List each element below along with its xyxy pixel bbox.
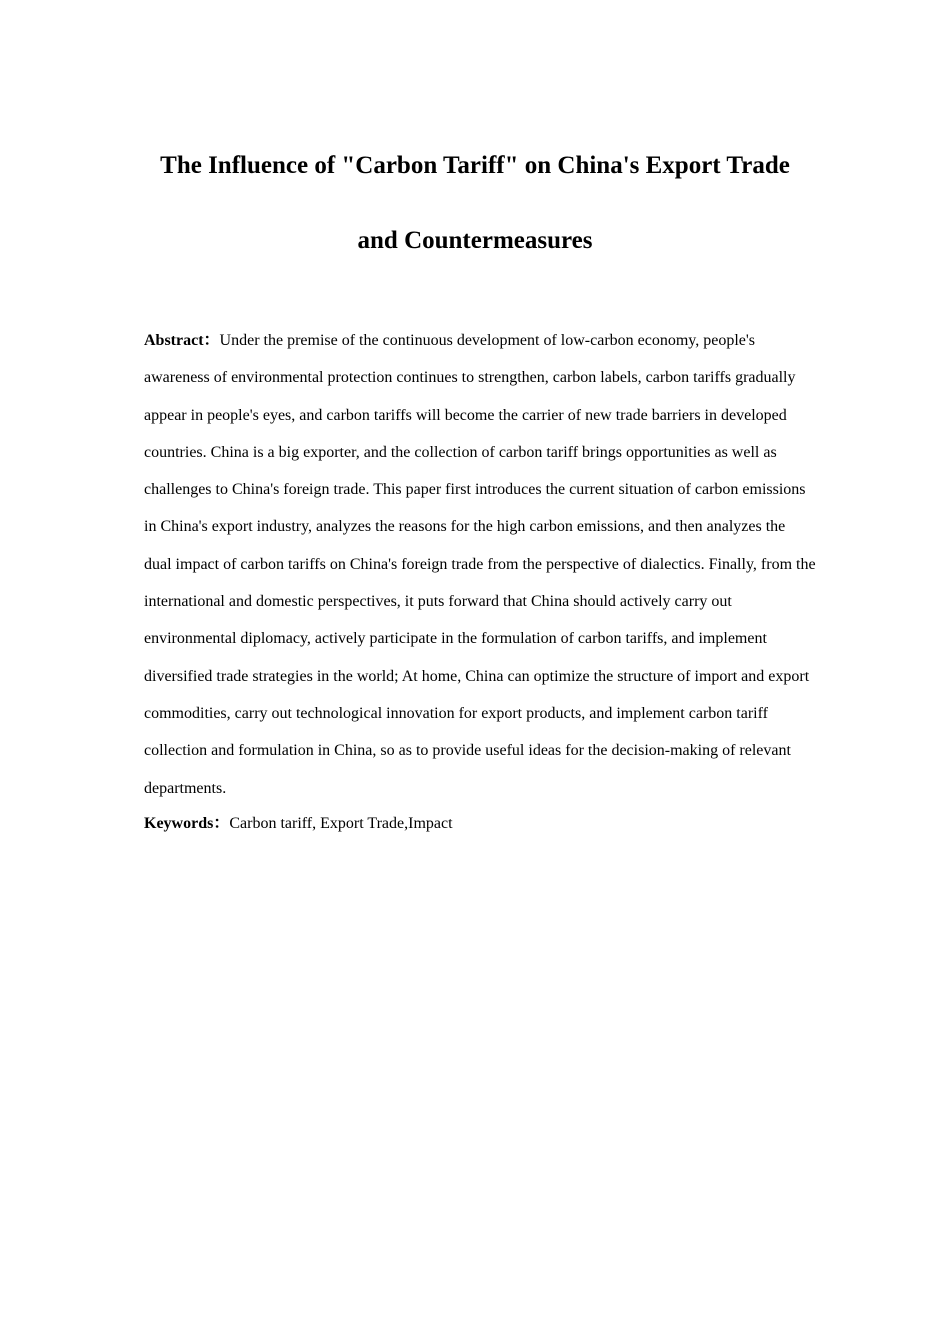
abstract-paragraph bbox=[144, 322, 816, 807]
keywords-text: Carbon tariff, Export Trade,Impact bbox=[229, 815, 453, 832]
keywords-label: Keywords： bbox=[144, 815, 230, 832]
abstract-label: Abstract： bbox=[144, 332, 220, 349]
title-line-2: and Countermeasures bbox=[357, 227, 593, 254]
title-line-1: The Influence of "Carbon Tariff" on China's Export Trade bbox=[160, 152, 790, 179]
abstract-text: Under the premise of the continuous development of low-carbon economy, people's awareness of environmental protection continues to strengthen, carbon labels, carbon tariffs gradually appear in people's eyes, and carbon tariffs will become the carrier of new trade barriers in developed countries. China is a big exporter, and the collection of carbon tariff brings opportunities as well as challenges to China's foreign trade. This paper first introduces the current situation of carbon emissions in China's export industry, analyzes the reasons for the high carbon emissions, and then analyzes the dual impact of carbon tariffs on China's foreign trade from the perspective of dialectics. Finally, from the international and domestic perspectives, it puts forward that China should actively carry out environmental diplomacy, actively participate in the formulation of carbon tariffs, and implement diversified trade strategies in the world; At home, China can optimize the structure of import and export commodities, carry out technological innovation for export products, and implement carbon tariff collection and formulation in China, so as to provide useful ideas for the decision-making of relevant departments. bbox=[144, 332, 816, 797]
paper-title bbox=[0, 128, 950, 278]
keywords-paragraph bbox=[144, 812, 816, 836]
